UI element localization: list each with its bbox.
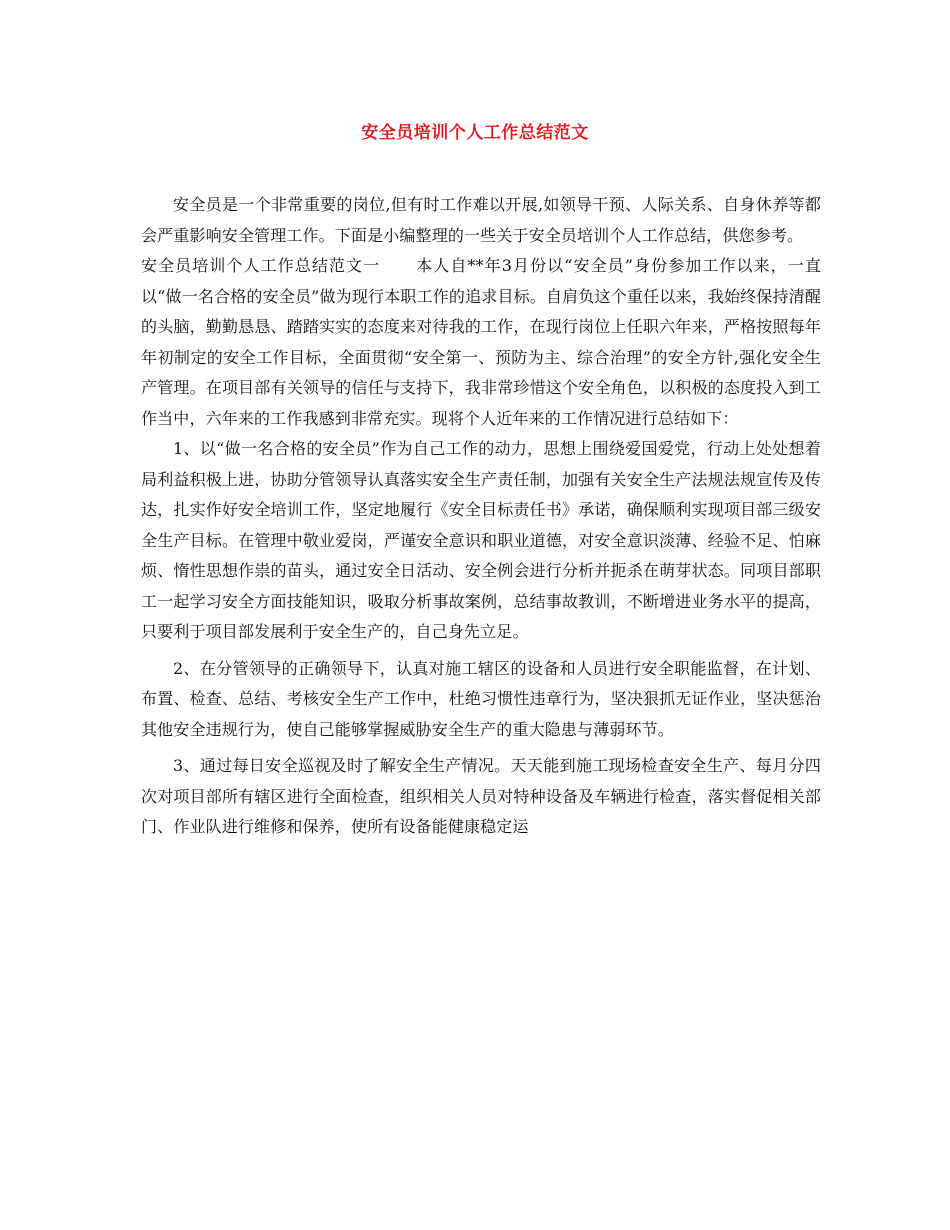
section-paragraph [141, 251, 821, 434]
document-title: 安全员培训个人工作总结范文 [361, 123, 589, 143]
document-body [141, 190, 821, 843]
intro-paragraph: 安全员是一个非常重要的岗位,但有时工作难以开展,如领导干预、人际关系、自身休养等都会严重影响安全管理工作。下面是小编整理的一些关于安全员培训个人工作总结，供您参考。 [141, 195, 821, 245]
point-2-paragraph: 2、在分管领导的正确领导下，认真对施工辖区的设备和人员进行安全职能监督，在计划、布置、检查、总结、考核安全生产工作中，杜绝习惯性违章行为，坚决狠抓无证作业，坚决惩治其他安全违规行为，使自己能够掌握威胁安全生产的重大隐患与薄弱环节。 [141, 658, 821, 739]
point-1-paragraph: 1、以“做一名合格的安全员”作为自己工作的动力，思想上围绕爱国爱党，行动上处处想着局利益积极上进，协助分管领导认真落实安全生产责任制，加强有关安全生产法规法规宣传及传达，扎实作好安全培训工作，坚定地履行《安全目标责任书》承诺，确保顺利实现项目部三级安全生产目标。在管理中敬业爱岗，严谨安全意识和职业道德，对安全意识淡薄、经验不足、怕麻烦、惰性思想作祟的苗头，通过安全日活动、安全例会进行分析并扼杀在萌芽状态。同项目部职工一起学习安全方面技能知识，吸取分析事故案例，总结事故教训，不断增进业务水平的提高，只要利于项目部发展利于安全生产的，自己身先立足。 [141, 439, 821, 641]
point-3-paragraph: 3、通过每日安全巡视及时了解安全生产情况。天天能到施工现场检查安全生产、每月分四次对项目部所有辖区进行全面检查，组织相关人员对特种设备及车辆进行检查，落实督促相关部门、作业队进行维修和保养，使所有设备能健康稳定运 [141, 756, 821, 836]
section-heading: 安全员培训个人工作总结范文一 [141, 256, 381, 275]
section-lead-text: 本人自**年3月份以“安全员”身份参加工作以来，一直以“做一名合格的安全员”做为现行本职工作的追求目标。自肩负这个重任以来，我始终保持清醒的头脑，勤勤恳恳、踏踏实实的态度来对待我的工作，在现行岗位上任职六年来，严格按照每年年初制定的安全工作目标，全面贯彻“安全第一、预防为主、综合治理”的安全方针,强化安全生产管理。在项目部有关领导的信任与支持下，我非常珍惜这个安全角色，以积极的态度投入到工作当中，六年来的工作我感到非常充实。现将个人近年来的工作情况进行总结如下： [141, 256, 821, 428]
